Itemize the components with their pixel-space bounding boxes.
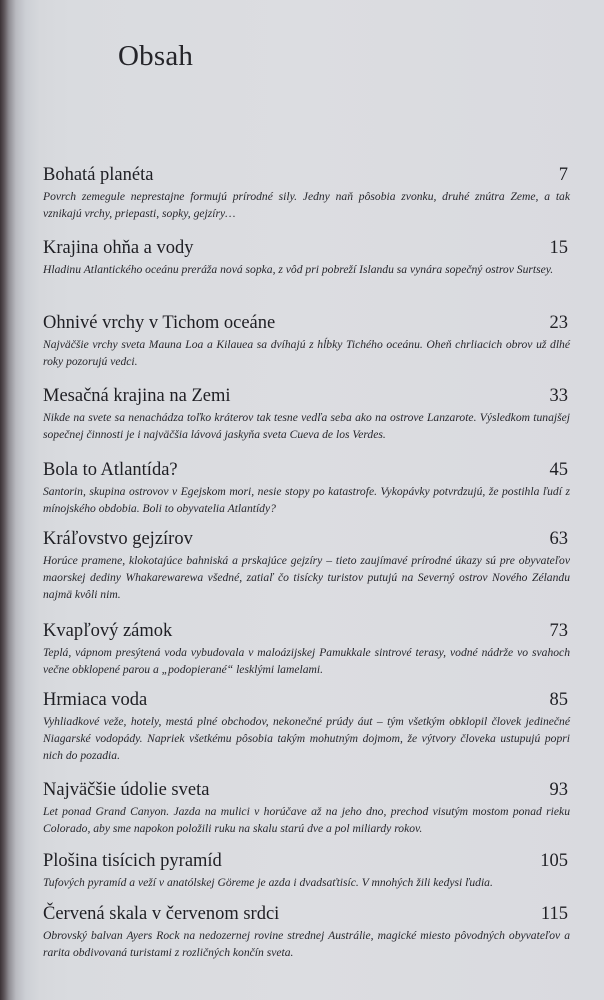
toc-entry-description: Let ponad Grand Canyon. Jazda na mulici v horúčave až na jeho dno, prechod visutým mostom ponad rieku Colorado, aby sme napokon položili ruku na skalu starú dve a pol miliardy rokov. xyxy=(43,805,570,835)
toc-entry xyxy=(43,238,570,278)
toc-entry-page-number: 105 xyxy=(540,851,568,871)
toc-entry-page-number: 85 xyxy=(549,690,568,710)
toc-entry-page-number: 33 xyxy=(549,386,568,406)
toc-entry-title: Kráľovstvo gejzírov xyxy=(43,529,193,549)
toc-entry-title: Plošina tisícich pyramíd xyxy=(43,851,222,871)
toc-entry-page-number: 7 xyxy=(558,165,568,185)
toc-entry-description: Obrovský balvan Ayers Rock na nedozernej rovine strednej Austrálie, magické miesto pôvodných obyvateľov a rarita obdivovaná turistami z rozličných končín sveta. xyxy=(43,929,570,959)
toc-entry-description: Santorin, skupina ostrovov v Egejskom mori, nesie stopy po katastrofe. Vykopávky potvrdzujú, že postihla ľudí z mínojského obdobia. Boli to obyvatelia Atlantídy? xyxy=(43,485,570,515)
toc-entry-description: Nikde na svete sa nenachádza toľko kráterov tak tesne vedľa seba ako na ostrove Lanzarote. Výsledkom tunajšej sopečnej činnosti je i najväčšia lávová jaskyňa sveta Cueva de los Verdes. xyxy=(43,411,570,441)
toc-entry-title: Hrmiaca voda xyxy=(43,690,148,710)
toc-entry-description: Najväčšie vrchy sveta Mauna Loa a Kilauea sa dvíhajú z hĺbky Tichého oceánu. Oheň chrliacich obrov už dlhé roky pozorujú vedci. xyxy=(43,338,570,368)
page-title: Obsah xyxy=(118,40,194,72)
toc-entry-page-number: 115 xyxy=(540,904,568,924)
toc-entry-page-number: 63 xyxy=(549,529,568,549)
toc-entry xyxy=(43,621,570,678)
toc-entry xyxy=(43,460,570,517)
toc-entry-title: Najväčšie údolie sveta xyxy=(43,780,210,800)
toc-entry-title: Mesačná krajina na Zemi xyxy=(43,386,231,406)
toc-entry-page-number: 23 xyxy=(549,313,568,333)
toc-entry xyxy=(43,165,570,222)
toc-entry xyxy=(43,904,570,961)
toc-entry xyxy=(43,313,570,370)
toc-entry-title: Kvapľový zámok xyxy=(43,621,173,641)
toc-entry-page-number: 73 xyxy=(549,621,568,641)
toc-entry-description: Hladinu Atlantického oceánu preráža nová sopka, z vôd pri pobreží Islandu sa vynára sopečný ostrov Surtsey. xyxy=(43,263,554,276)
toc-entry-title: Bola to Atlantída? xyxy=(43,460,178,480)
toc-entry-title: Ohnivé vrchy v Tichom oceáne xyxy=(43,313,276,333)
toc-entry-title: Červená skala v červenom srdci xyxy=(43,904,280,924)
toc-entry-description: Vyhliadkové veže, hotely, mestá plné obchodov, nekonečné prúdy áut – tým všetkým obklopil človek jedinečné Niagarské vodopády. Napriek všetkému pôsobia takým mohutným dojmom, že výtvory človeka ustupujú popri nich do pozadia. xyxy=(43,715,570,762)
toc-entry-page-number: 45 xyxy=(549,460,568,480)
toc-entry xyxy=(43,690,570,764)
toc-entry-title: Krajina ohňa a vody xyxy=(43,238,194,258)
toc-entry xyxy=(43,386,570,443)
toc-entry-page-number: 15 xyxy=(549,238,568,258)
toc-entry xyxy=(43,851,570,891)
toc-entry-description: Povrch zemegule neprestajne formujú prírodné sily. Jedny naň pôsobia zvonku, druhé znútra Zeme, a tak vznikajú vrchy, priepasti, sopky, gejzíry… xyxy=(43,190,570,220)
toc-entry-description: Horúce pramene, klokotajúce bahniská a prskajúce gejzíry – tieto zaujímavé prírodné úkazy sú pre obyvateľov maorskej dediny Whakarewarewa všedné, zatiaľ čo tisícky turistov putujú na Severný ostrov Nového Zélandu najmä kvôli nim. xyxy=(43,554,570,601)
toc-entry-title: Bohatá planéta xyxy=(43,165,154,185)
toc-entry xyxy=(43,780,570,837)
toc-entry-description: Teplá, vápnom presýtená voda vybudovala v maloázijskej Pamukkale sintrové terasy, vodné nádrže vo svahoch večne obklopené parou a „podopierané“ lesklými lamelami. xyxy=(43,646,570,676)
toc-entry-description: Tufových pyramíd a veží v anatólskej Göreme je azda i dvadsaťtisíc. V mnohých žili kedysi ľudia. xyxy=(43,876,493,889)
toc-entry xyxy=(43,529,570,603)
toc-entry-page-number: 93 xyxy=(549,780,568,800)
